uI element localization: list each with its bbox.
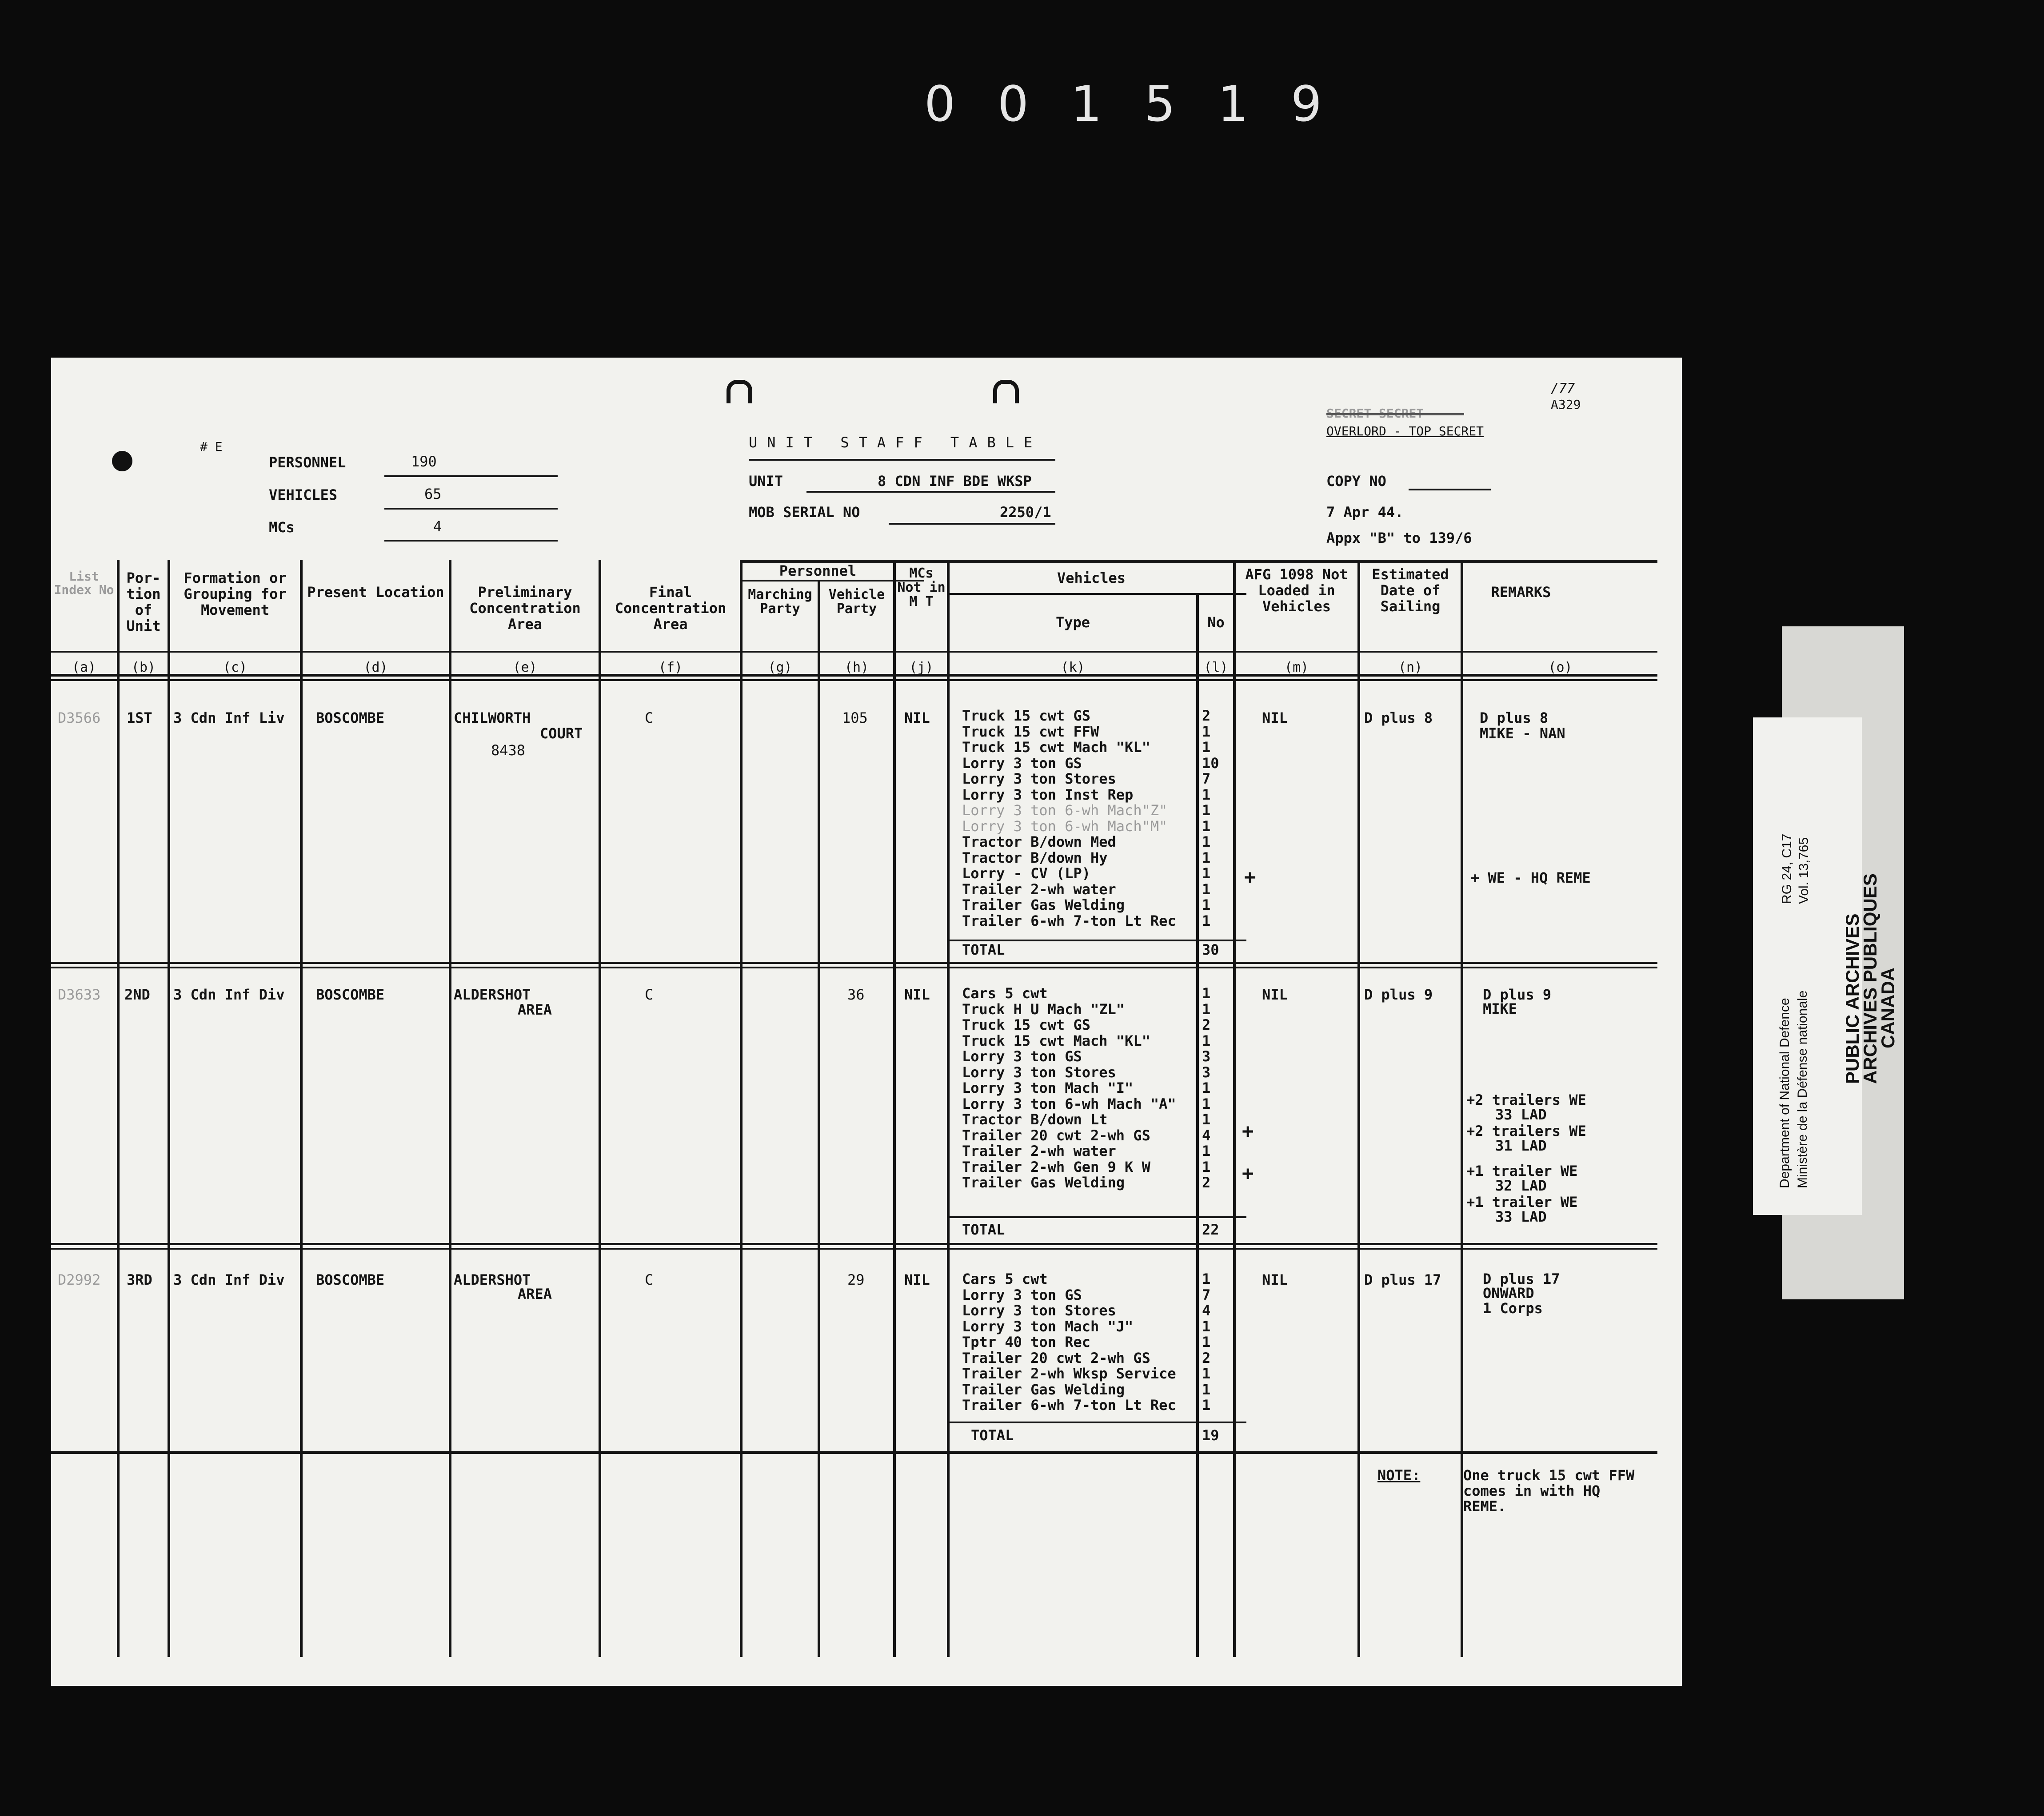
mcs-label: MCs <box>269 519 295 536</box>
classification: OVERLORD - TOP SECRET <box>1326 424 1484 438</box>
final-area: C <box>645 709 654 726</box>
vehicle-type: Tractor B/down Hy <box>962 849 1108 866</box>
vehicle-type: Lorry 3 ton GS <box>962 1048 1082 1065</box>
vehicle-type: Truck H U Mach "ZL" <box>962 1000 1125 1018</box>
vehicle-count: 3 <box>1202 1063 1211 1081</box>
prelim-area: AREA <box>518 1001 552 1018</box>
remarks: 1 Corps <box>1483 1300 1543 1317</box>
vehicle-type: Trailer 2-wh Wksp Service <box>962 1365 1176 1382</box>
vehicle-count: 1 <box>1202 1111 1211 1128</box>
portion: 1ST <box>127 709 152 726</box>
vehicle-type: Trailer Gas Welding <box>962 1174 1125 1191</box>
vehicle-count: 2 <box>1202 1174 1211 1191</box>
list-index: D3633 <box>58 986 101 1003</box>
vehicles-value: 65 <box>424 486 442 502</box>
archive-dept: Department of National Defence <box>1777 998 1792 1188</box>
afg-1098: NIL <box>1262 986 1288 1003</box>
column-rule <box>117 560 120 1657</box>
document-sheet <box>51 358 1682 1686</box>
stamp-text: ARCHIVES PUBLIQUES <box>1860 873 1880 1084</box>
vehicle-type: Truck 15 cwt Mach "KL" <box>962 739 1150 756</box>
vehicle-type: Truck 15 cwt GS <box>962 707 1090 724</box>
vehicle-type: Truck 15 cwt Mach "KL" <box>962 1032 1150 1049</box>
vehicle-type: Trailer 6-wh 7-ton Lt Rec <box>962 912 1176 929</box>
mcs-value: 4 <box>433 518 442 535</box>
total-label: TOTAL <box>962 1221 1005 1238</box>
remarks: D plus 17 <box>1483 1270 1560 1287</box>
section-rule <box>51 967 1657 968</box>
col-m-header: AFG 1098 Not Loaded in Vehicles <box>1245 566 1348 615</box>
vehicle-count: 1 <box>1202 1079 1211 1096</box>
sailing-date: D plus 8 <box>1364 709 1433 726</box>
list-index: D2992 <box>58 1271 101 1288</box>
vehicle-type: Lorry 3 ton Mach "J" <box>962 1318 1134 1335</box>
vehicle-count: 1 <box>1202 985 1211 1002</box>
list-index: D3566 <box>58 709 101 726</box>
vehicles-label: VEHICLES <box>269 486 338 503</box>
col-b-header: Por- tion of Unit <box>126 569 161 634</box>
mcs-not-in-mt: NIL <box>904 986 930 1003</box>
underline <box>384 540 558 542</box>
remarks: MIKE <box>1483 1000 1517 1017</box>
vehicle-count: 1 <box>1202 849 1211 866</box>
stamp-text: CANADA <box>1877 968 1898 1048</box>
col-o-header: REMARKS <box>1491 584 1551 601</box>
total-label: TOTAL <box>971 1427 1014 1444</box>
remarks-note: 31 LAD <box>1495 1137 1547 1154</box>
sailing-date: D plus 17 <box>1364 1271 1441 1288</box>
mob-serial-value: 2250/1 <box>1000 504 1051 521</box>
column-rule <box>300 560 303 1657</box>
vehicle-type: Cars 5 cwt <box>962 1270 1048 1287</box>
vehicle-count: 1 <box>1202 896 1211 913</box>
frame-number: 001519 <box>924 76 1364 132</box>
remarks: D plus 9 <box>1483 986 1552 1003</box>
vehicle-type: Truck 15 cwt FFW <box>962 723 1099 740</box>
vehicles-rule <box>949 593 1246 595</box>
col-letter: (e) <box>513 660 537 675</box>
vehicle-count: 1 <box>1202 1381 1211 1398</box>
bullet-mark-icon <box>112 451 132 471</box>
vehicle-type: Lorry 3 ton Mach "I" <box>962 1079 1134 1096</box>
vehicle-count: 2 <box>1202 707 1211 724</box>
vehicle-party: 36 <box>847 986 865 1003</box>
col-l-header: No <box>1207 614 1225 631</box>
prelim-area: 8438 <box>491 742 526 759</box>
vehicle-count: 7 <box>1202 1286 1211 1303</box>
underline <box>384 475 558 477</box>
vehicle-count: 1 <box>1202 1158 1211 1175</box>
col-letter: (c) <box>223 660 248 675</box>
mob-serial-label: MOB SERIAL NO <box>749 504 860 521</box>
punch-hole <box>727 380 752 403</box>
vehicle-type: Trailer 20 cwt 2-wh GS <box>962 1349 1150 1366</box>
vehicle-type: Lorry 3 ton GS <box>962 1286 1082 1303</box>
remarks: MIKE - NAN <box>1480 725 1565 742</box>
col-letter: (k) <box>1061 660 1085 675</box>
remarks-note: 33 LAD <box>1495 1106 1547 1123</box>
copy-no-label: COPY NO <box>1326 473 1386 490</box>
vehicle-count: 1 <box>1202 912 1211 929</box>
vehicle-count: 1 <box>1202 865 1211 882</box>
appendix-ref: Appx "B" to 139/6 <box>1326 530 1472 546</box>
remarks: D plus 8 <box>1480 709 1549 726</box>
column-rule <box>947 560 950 1657</box>
vehicle-type: Trailer 2-wh water <box>962 880 1116 898</box>
plus-mark: + <box>1244 866 1256 888</box>
col-n-header: Estimated Date of Sailing <box>1372 566 1449 615</box>
page-ref: A329 <box>1551 397 1581 412</box>
archive-stamp <box>1842 808 1898 1093</box>
column-rule <box>893 560 896 1657</box>
col-letter: (m) <box>1284 660 1309 675</box>
vehicle-count: 1 <box>1202 786 1211 803</box>
prelim-area: ALDERSHOT <box>454 1271 531 1288</box>
vehicle-type: Lorry 3 ton Inst Rep <box>962 786 1134 803</box>
column-rule <box>1196 593 1199 1657</box>
portion: 2ND <box>124 986 150 1003</box>
vehicle-type: Trailer 6-wh 7-ton Lt Rec <box>962 1397 1176 1414</box>
column-rule <box>599 560 601 1657</box>
present-location: BOSCOMBE <box>316 1271 385 1288</box>
remarks-note: 32 LAD <box>1495 1177 1547 1194</box>
col-k-header: Type <box>1055 614 1090 631</box>
col-c-header: Formation or Grouping for Movement <box>184 569 287 618</box>
total-rule <box>949 1422 1246 1423</box>
formation: 3 Cdn Inf Div <box>173 986 285 1003</box>
remarks: + WE - HQ REME <box>1471 869 1591 886</box>
col-letter: (n) <box>1398 660 1423 675</box>
col-letter: (a) <box>72 660 96 675</box>
vehicle-type: Trailer 2-wh Gen 9 K W <box>962 1158 1150 1175</box>
vehicle-type: Cars 5 cwt <box>962 985 1048 1002</box>
plus-mark: + <box>1242 1120 1254 1143</box>
total-value: 30 <box>1202 941 1219 958</box>
section-rule <box>51 1243 1657 1245</box>
col-letter: (o) <box>1548 660 1573 675</box>
vehicle-party: 29 <box>847 1271 865 1288</box>
vehicles-header: Vehicles <box>1057 569 1126 586</box>
vehicle-count: 4 <box>1202 1127 1211 1144</box>
present-location: BOSCOMBE <box>316 709 385 726</box>
personnel-header: Personnel <box>779 562 857 579</box>
final-area: C <box>645 986 654 1003</box>
punch-hole <box>993 380 1019 403</box>
column-rule <box>168 560 170 1657</box>
letters-rule-2 <box>51 679 1657 681</box>
note-text: comes in with HQ <box>1463 1482 1601 1499</box>
vehicle-count: 1 <box>1202 880 1211 898</box>
section-rule <box>51 962 1657 964</box>
underline <box>806 491 1055 493</box>
remarks-note: 33 LAD <box>1495 1208 1547 1225</box>
vehicle-type: Trailer Gas Welding <box>962 1381 1125 1398</box>
document-date: 7 Apr 44. <box>1326 504 1404 521</box>
vehicle-count: 1 <box>1202 1143 1211 1159</box>
personnel-value: 190 <box>411 453 437 470</box>
vehicle-count: 3 <box>1202 1048 1211 1065</box>
archive-ref: RG 24, C17 <box>1780 833 1794 904</box>
vehicle-count: 7 <box>1202 770 1211 787</box>
remarks-note: +2 trailers WE <box>1466 1123 1586 1139</box>
note-text: REME. <box>1463 1498 1506 1515</box>
col-e-header: Preliminary Concentration Area <box>469 584 581 633</box>
title-underline <box>749 459 1055 461</box>
vehicle-count: 1 <box>1202 1397 1211 1414</box>
vehicle-count: 1 <box>1202 802 1211 819</box>
col-f-header: Final Concentration Area <box>615 584 727 633</box>
vehicle-count: 2 <box>1202 1349 1211 1366</box>
column-rule <box>818 580 820 1657</box>
remarks: ONWARD <box>1483 1285 1534 1302</box>
vehicle-type: Lorry - CV (LP) <box>962 865 1090 882</box>
vehicle-type: Tptr 40 ton Rec <box>962 1334 1090 1350</box>
section-rule <box>51 1248 1657 1250</box>
doc-mark: # E <box>200 439 223 454</box>
vehicle-count: 1 <box>1202 1318 1211 1335</box>
column-rule <box>449 560 451 1657</box>
vehicle-type: Lorry 3 ton Stores <box>962 770 1116 787</box>
vehicle-type: Tractor B/down Med <box>962 833 1116 850</box>
afg-1098: NIL <box>1262 709 1288 726</box>
section-rule <box>51 1451 1657 1454</box>
col-letter: (f) <box>658 660 683 675</box>
underline <box>384 508 558 510</box>
vehicle-type: Lorry 3 ton Stores <box>962 1063 1116 1081</box>
vehicle-count: 1 <box>1202 1270 1211 1287</box>
vehicle-count: 1 <box>1202 1365 1211 1382</box>
col-letter: (d) <box>363 660 388 675</box>
vehicle-type: Lorry 3 ton 6-wh Mach "A" <box>962 1095 1176 1112</box>
prelim-area: COURT <box>540 725 583 742</box>
col-letter: (h) <box>844 660 869 675</box>
vehicle-type: Trailer 2-wh water <box>962 1143 1116 1159</box>
vehicle-count: 2 <box>1202 1016 1211 1033</box>
vehicle-count: 1 <box>1202 1095 1211 1112</box>
formation: 3 Cdn Inf Liv <box>173 709 285 726</box>
underline <box>1409 489 1491 490</box>
vehicle-count: 10 <box>1202 754 1219 772</box>
vehicle-type: Truck 15 cwt GS <box>962 1016 1090 1033</box>
overstrike-line <box>1326 413 1464 415</box>
vehicle-party: 105 <box>842 709 868 726</box>
vehicle-count: 1 <box>1202 817 1211 835</box>
portion: 3RD <box>127 1271 152 1288</box>
present-location: BOSCOMBE <box>316 986 385 1003</box>
total-label: TOTAL <box>962 941 1005 958</box>
col-letter: (l) <box>1204 660 1228 675</box>
final-area: C <box>645 1271 654 1288</box>
personnel-label: PERSONNEL <box>269 454 346 471</box>
vehicle-count: 1 <box>1202 723 1211 740</box>
prelim-area: ALDERSHOT <box>454 986 531 1003</box>
note-text: One truck 15 cwt FFW <box>1463 1467 1635 1484</box>
sailing-date: D plus 9 <box>1364 986 1433 1003</box>
unit-value: 8 CDN INF BDE WKSP <box>878 473 1032 490</box>
col-g-header: Marching Party <box>748 587 812 617</box>
remarks-note: +1 trailer WE <box>1466 1194 1578 1211</box>
total-value: 19 <box>1202 1427 1219 1444</box>
vehicle-type: Trailer Gas Welding <box>962 896 1125 913</box>
unit-label: UNIT <box>749 473 783 490</box>
vehicle-type: Tractor B/down Lt <box>962 1111 1108 1128</box>
col-j-header: MCs Not in M T <box>897 566 946 609</box>
vehicle-type: Lorry 3 ton GS <box>962 754 1082 772</box>
col-letter: (g) <box>768 660 792 675</box>
vehicle-type: Trailer 20 cwt 2-wh GS <box>962 1127 1150 1144</box>
vehicle-count: 1 <box>1202 1032 1211 1049</box>
header-rule <box>51 651 1657 653</box>
mcs-not-in-mt: NIL <box>904 1271 930 1288</box>
mcs-not-in-mt: NIL <box>904 709 930 726</box>
vehicle-count: 1 <box>1202 1334 1211 1350</box>
column-rule <box>1233 560 1236 1657</box>
archive-dept-fr: Ministère de la Défense nationale <box>1795 990 1810 1188</box>
formation: 3 Cdn Inf Div <box>173 1271 285 1288</box>
prelim-area: CHILWORTH <box>454 709 531 726</box>
column-rule <box>1357 560 1360 1657</box>
vehicle-type: Lorry 3 ton Stores <box>962 1302 1116 1319</box>
vehicle-count: 1 <box>1202 1000 1211 1018</box>
vehicle-count: 1 <box>1202 833 1211 850</box>
plus-mark: + <box>1242 1162 1254 1185</box>
archive-ref: Vol. 13,765 <box>1796 837 1811 904</box>
afg-1098: NIL <box>1262 1271 1288 1288</box>
stamp-text: PUBLIC ARCHIVES <box>1842 913 1863 1084</box>
document-title: UNIT STAFF TABLE <box>749 434 1042 451</box>
remarks-note: +1 trailer WE <box>1466 1163 1578 1179</box>
col-letter: (j) <box>909 660 934 675</box>
underline <box>889 523 1055 525</box>
total-rule <box>949 1216 1246 1218</box>
page-mark: /77 <box>1551 381 1575 396</box>
vehicle-type: Lorry 3 ton 6-wh Mach"M" <box>962 817 1168 835</box>
col-h-header: Vehicle Party <box>828 587 885 617</box>
vehicle-count: 4 <box>1202 1302 1211 1319</box>
remarks-note: +2 trailers WE <box>1466 1091 1586 1108</box>
col-d-header: Present Location <box>307 584 444 601</box>
prelim-area: AREA <box>518 1286 552 1302</box>
col-a-header: List Index No <box>54 569 114 597</box>
vehicle-count: 1 <box>1202 739 1211 756</box>
total-value: 22 <box>1202 1221 1219 1238</box>
vehicle-type: Lorry 3 ton 6-wh Mach"Z" <box>962 802 1168 819</box>
col-letter: (b) <box>131 660 156 675</box>
column-rule <box>740 560 743 1657</box>
note-label: NOTE: <box>1377 1467 1421 1484</box>
